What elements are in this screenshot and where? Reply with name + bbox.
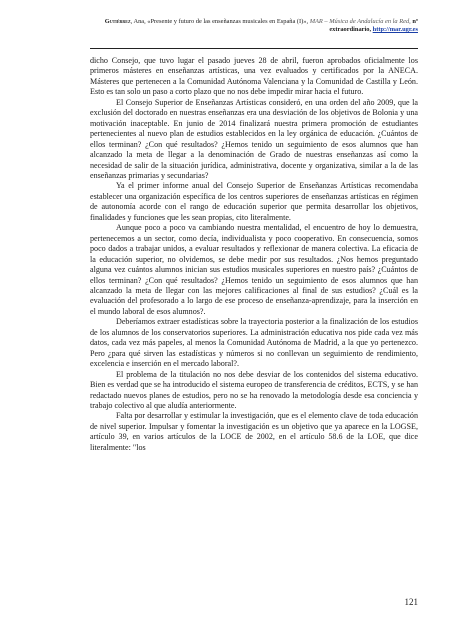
paragraph-3: Ya el primer informe anual del Consejo Superior de Enseñanzas Artísticas recomendaba establecer una organización específica de los centros superiores de enseñanzas artísticas en régimen de autonomía acorde con el rango de educación superior que permita desarrollar los objetivos, finalidades y funciones que les sean propias, cito literalmente. — [90, 181, 418, 222]
page-number: 121 — [404, 597, 418, 607]
paragraph-1: dicho Consejo, que tuvo lugar el pasado jueves 28 de abril, fueron aprobados oficialmente los primeros másteres en enseñanzas artísticas, una vez evaluados y certificados por la ANECA. Másteres que pertenecen a la Comunidad Autónoma Valenciana y la Comunidad de Castilla y León. Esto es tan solo un paso a corto plazo que no nos debe impedir mirar hacia el futuro. — [90, 56, 418, 97]
header-rule — [90, 48, 418, 49]
header-author: Gutiérrez — [104, 18, 131, 25]
header-issue: nº extraordinario, — [329, 18, 418, 34]
paragraph-4: Aunque poco a poco va cambiando nuestra mentalidad, el encuentro de hoy lo demuestra, pertenecemos a un sector, como decía, individualista y poco cooperativo. En consecuencia, somos poco dados a trabajar unidos, a evaluar resultados y reflexionar de manera colectiva. La eficacia de la educación superior, no olvidemos, se debe medir por sus resultados. ¿Nos hemos preguntado alguna vez cuántos alumnos inician sus estudios musicales superiores en nuestro país? ¿Cuántos de ellos terminan? ¿Con qué resultados? ¿Hemos tenido un seguimiento de esos alumnos que han alcanzado la meta de llegar con las mejores calificaciones al final de sus estudios? ¿Cuál es la evaluación del profesorado a lo largo de ese proceso de enseñanza-aprendizaje, para la inserción en el mundo laboral de esos alumnos?. — [90, 223, 418, 316]
header-title: , Ana, «Presente y futuro de las enseñanzas musicales en España (I)», — [130, 18, 309, 25]
paragraph-7: Falta por desarrollar y estimular la investigación, que es el elemento clave de toda educación de nivel superior. Impulsar y fomentar la investigación es un objetivo que ya aparece en la LOGSE, artículo 39, en varios artículos de la LOCE de 2002, en el artículo 58.6 de la LOE, que dice literalmente: "los — [90, 411, 418, 452]
header-journal: MAR – Música de Andalucía en la Red, — [308, 18, 411, 25]
header-link[interactable]: http://mar.ugr.es — [372, 26, 418, 34]
running-header — [90, 18, 418, 34]
article-body — [90, 56, 418, 453]
paragraph-2: El Consejo Superior de Enseñanzas Artísticas consideró, en una orden del año 2009, que la exclusión del doctorado en nuestras enseñanzas era una desviación de los objetivos de Bolonia y una motivación inaceptable. En junio de 2014 finalizará nuestra primera promoción de estudiantes pertenecientes al nuevo plan de estudios establecidos en la ley orgánica de educación. ¿Cuántos de ellos terminan? ¿Con qué resultados? ¿Hemos tenido un seguimiento de esos alumnos que han alcanzado la meta de llegar a la denominación de Grado de nuestras enseñanzas así como la necesidad de salir de la situación jurídica, administrativa, docente y organizativa, similar a la de las enseñanzas primarias y secundarias? — [90, 97, 418, 180]
paragraph-5: Deberíamos extraer estadísticas sobre la trayectoria posterior a la finalización de los estudios de los alumnos de los conservatorios superiores. La administración educativa nos pide cada vez más datos, cada vez más papeles, al menos la Comunidad Autónoma de Madrid, a la que yo pertenezco. Pero ¿para qué sirven las estadísticas y números si no conllevan un seguimiento de rendimiento, excelencia e inserción en el mercado laboral?. — [90, 317, 418, 369]
paragraph-6: El problema de la titulación no nos debe desviar de los contenidos del sistema educativo. Bien es verdad que se ha introducido el sistema europeo de transferencia de créditos, ECTS, y se han redactado nuevos planes de estudios, pero no se ha renovado la metodología desde esa conciencia y trabajo colectivo al que aludía anteriormente. — [90, 369, 418, 410]
